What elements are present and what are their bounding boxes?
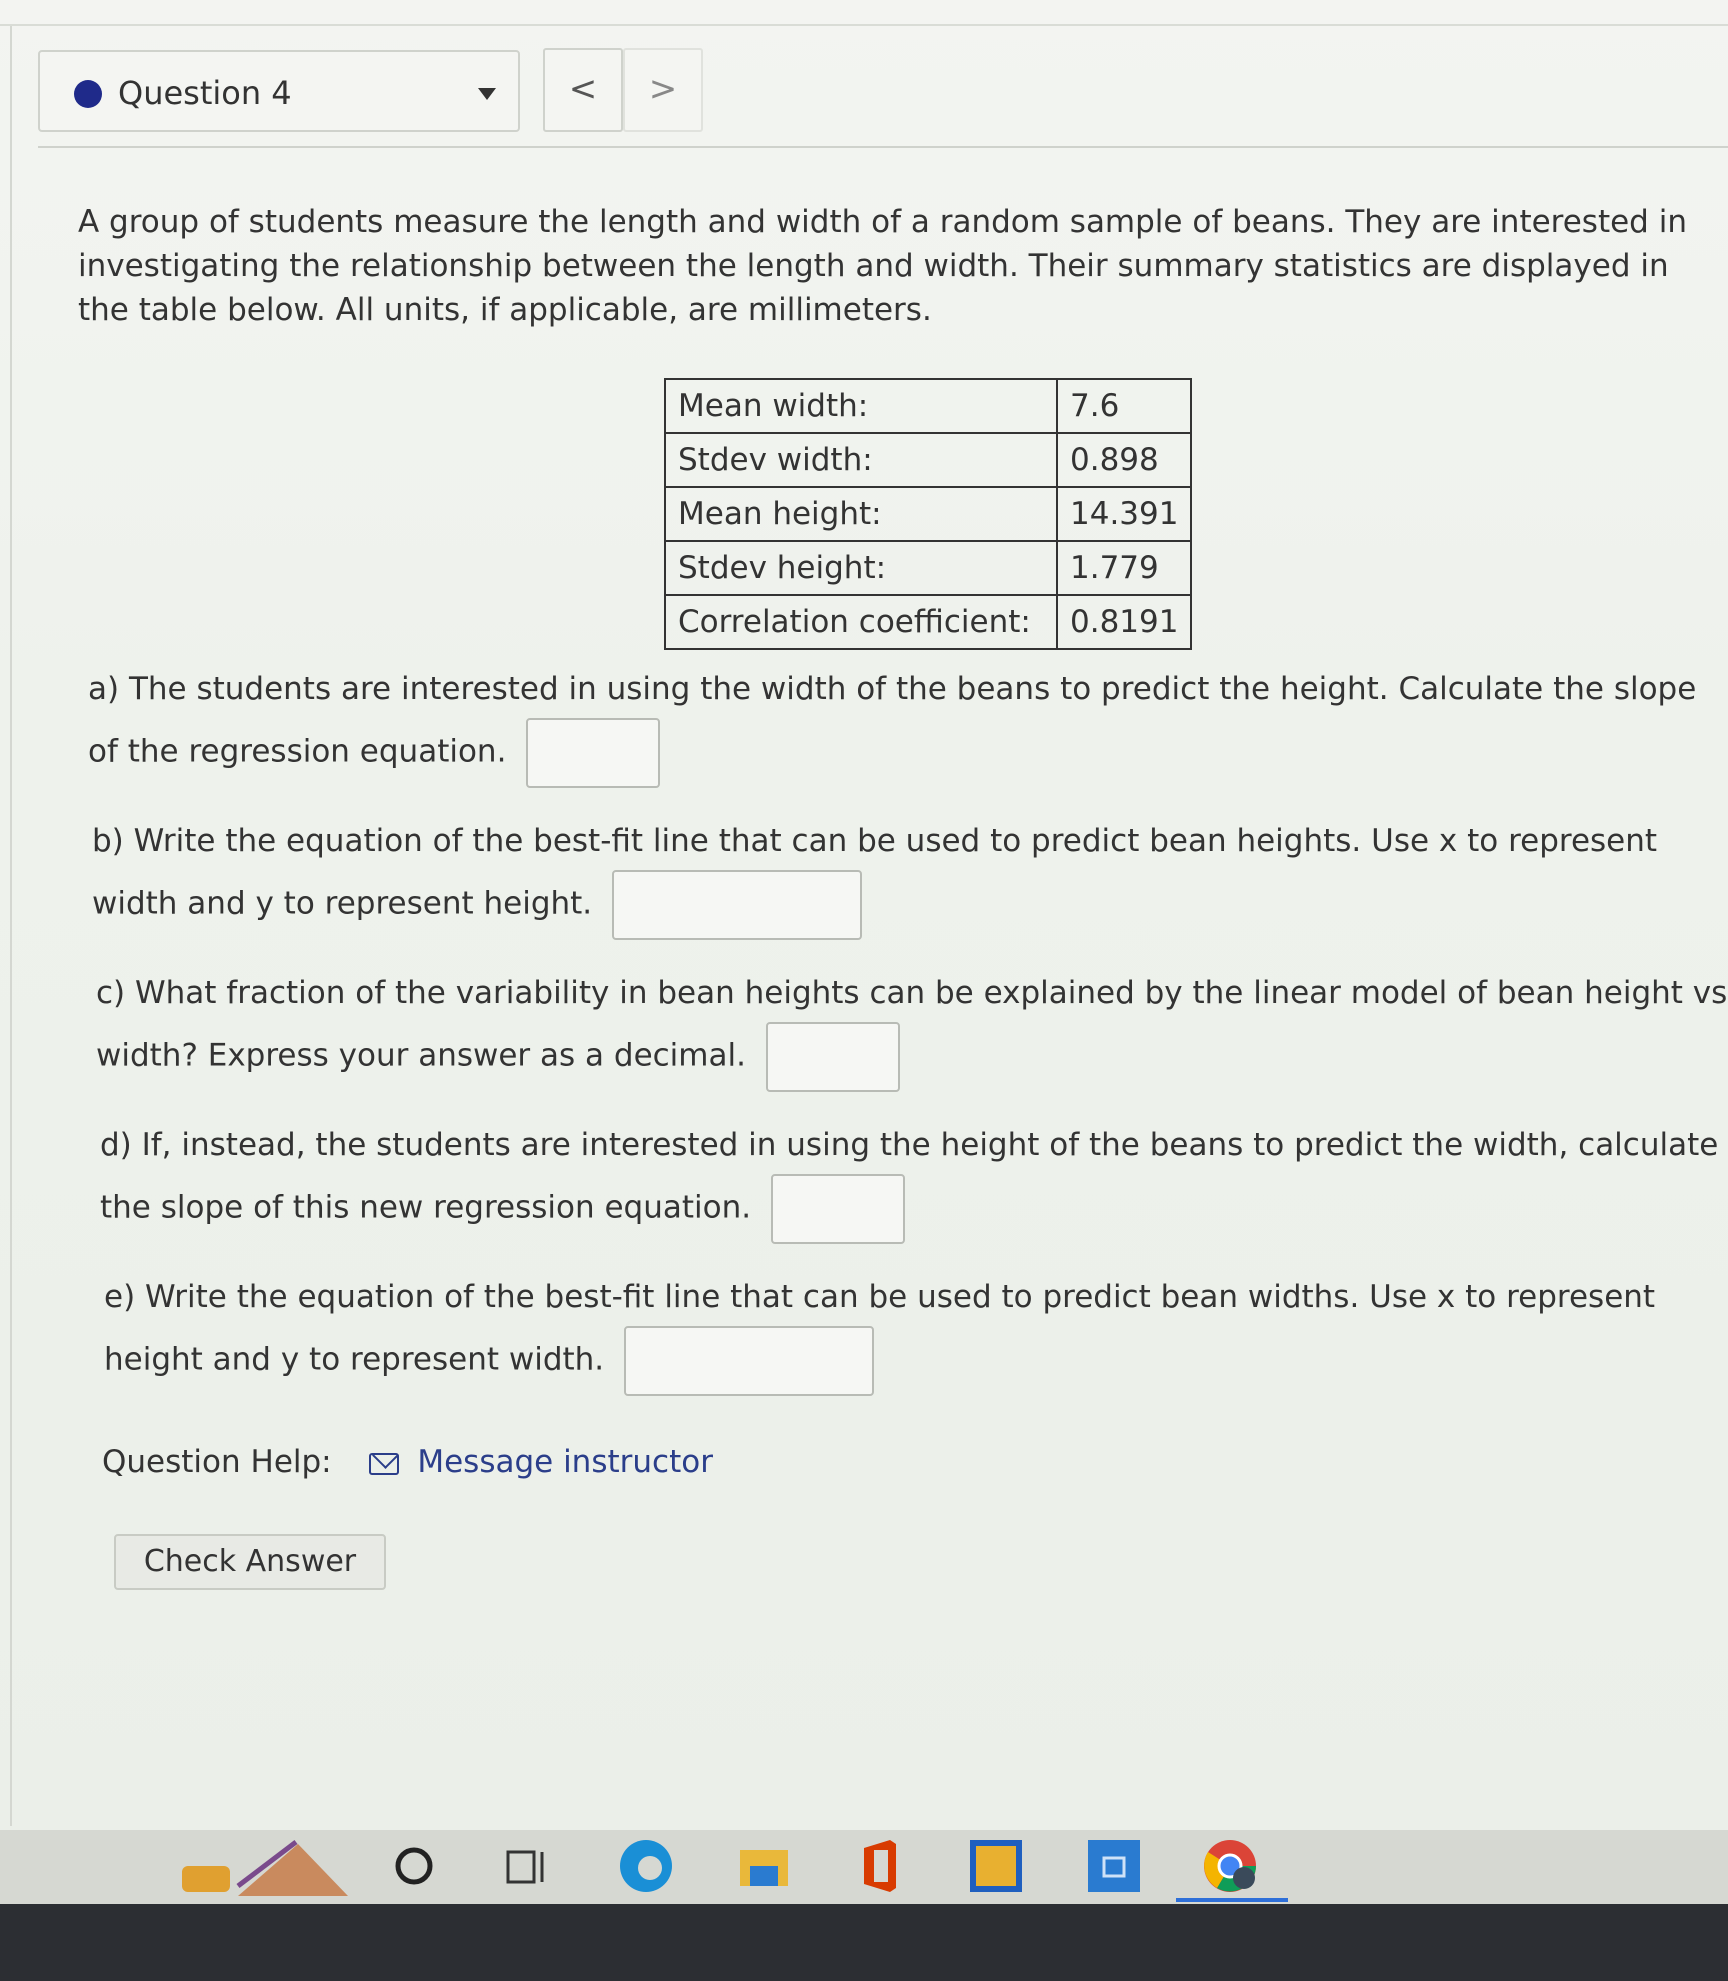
part-d — [100, 1116, 1728, 1244]
active-app-indicator — [1176, 1898, 1288, 1902]
message-instructor-link[interactable]: Message instructor — [417, 1444, 713, 1480]
summary-stats-table — [664, 378, 1192, 650]
table-row — [665, 487, 1191, 541]
desktop-app-icon[interactable] — [178, 1836, 348, 1896]
table-row — [665, 541, 1191, 595]
question-label: Question 4 — [118, 74, 292, 112]
answer-e-input[interactable] — [624, 1326, 874, 1396]
answer-a-input[interactable] — [526, 718, 660, 788]
check-answer-button[interactable]: Check Answer — [114, 1534, 386, 1590]
table-row — [665, 379, 1191, 433]
envelope-icon — [369, 1453, 399, 1475]
question-selector[interactable] — [38, 50, 520, 132]
part-d-text: d) If, instead, the students are interested in using the height of the beans to predict the width, calculate the slope of this new regression equation. — [100, 1127, 1719, 1226]
part-b-text: b) Write the equation of the best-fit line that can be used to predict bean heights. Use x to represent width and y to represent height. — [92, 823, 1658, 922]
question-intro: A group of students measure the length and width of a random sample of beans. They are interested in investigating the relationship between the length and width. Their summary statistics are displayed in the table below. All units, if applicable, are millimeters. — [78, 204, 1687, 328]
help-label: Question Help: — [102, 1444, 332, 1480]
table-row — [665, 433, 1191, 487]
screen-bezel — [0, 1904, 1728, 1981]
answer-d-input[interactable] — [771, 1174, 905, 1244]
office-icon[interactable] — [850, 1836, 910, 1896]
stat-label: Mean width: — [665, 379, 1057, 433]
table-row — [665, 595, 1191, 649]
next-question-button[interactable]: > — [623, 48, 703, 132]
store-icon[interactable] — [1084, 1836, 1144, 1896]
stat-value: 0.8191 — [1057, 595, 1191, 649]
part-a-text: a) The students are interested in using the width of the beans to predict the height. Calculate the slope of the regression equation. — [88, 671, 1697, 770]
stat-label: Mean height: — [665, 487, 1057, 541]
top-divider — [0, 24, 1728, 26]
stat-label: Stdev width: — [665, 433, 1057, 487]
answer-b-input[interactable] — [612, 870, 862, 940]
status-dot-icon — [74, 80, 102, 108]
caret-down-icon — [478, 88, 496, 100]
search-circle-icon[interactable] — [384, 1836, 444, 1896]
header-divider — [38, 146, 1728, 148]
edge-browser-icon[interactable] — [616, 1836, 676, 1896]
chrome-browser-icon[interactable] — [1200, 1836, 1260, 1896]
part-c — [96, 964, 1728, 1092]
part-c-text: c) What fraction of the variability in bean heights can be explained by the linear model of bean height vs width? Express your answer as a decimal. — [96, 975, 1728, 1074]
photos-app-icon[interactable] — [966, 1836, 1026, 1896]
stat-value: 14.391 — [1057, 487, 1191, 541]
prev-question-button[interactable]: < — [543, 48, 623, 132]
stat-label: Correlation coefficient: — [665, 595, 1057, 649]
part-e-text: e) Write the equation of the best-fit line that can be used to predict bean widths. Use x to represent height and y to represent width. — [104, 1279, 1656, 1378]
stat-value: 1.779 — [1057, 541, 1191, 595]
left-border — [10, 26, 12, 1826]
file-explorer-icon[interactable] — [734, 1836, 794, 1896]
part-a — [88, 660, 1728, 788]
stat-value: 7.6 — [1057, 379, 1191, 433]
answer-c-input[interactable] — [766, 1022, 900, 1092]
task-view-icon[interactable] — [496, 1836, 556, 1896]
question-help — [102, 1444, 713, 1480]
part-e — [104, 1268, 1728, 1396]
stat-value: 0.898 — [1057, 433, 1191, 487]
stat-label: Stdev height: — [665, 541, 1057, 595]
part-b — [92, 812, 1728, 940]
